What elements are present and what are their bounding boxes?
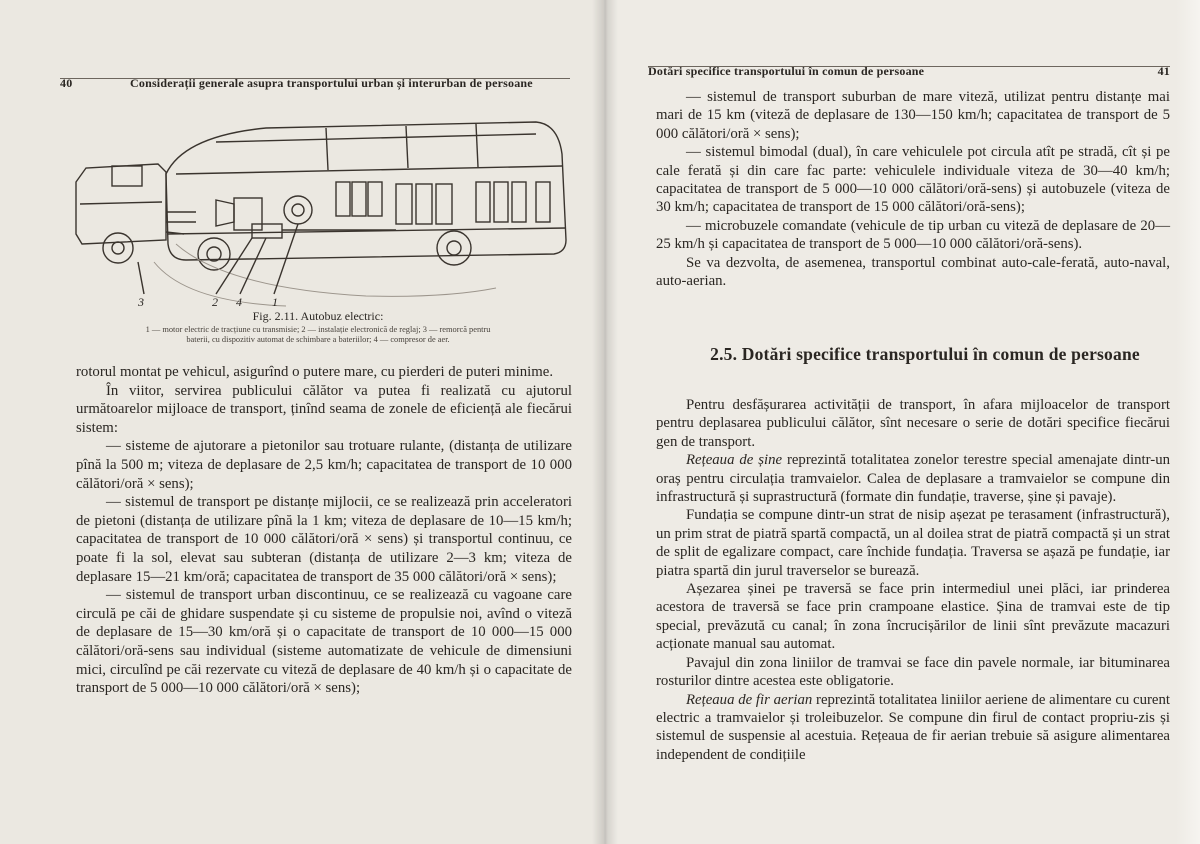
figure-legend-line-1: 1 — motor electric de tracțiune cu transmisie; 2 — instalație electronică de reglaj; 3 — remorcă pentru <box>145 325 491 334</box>
figure-label-4: 4 <box>236 295 242 308</box>
right-page <box>604 0 1200 844</box>
paragraph: — sistemul de transport urban discontinuu, ce se realizează cu vagoane care circulă pe căi de ghidare suspendate și cu sisteme de propulsie noi, avînd o viteză de deplasare de 15—30 km/oră și o capacitate de transport de 10 000—15 000 călători/oră-sens sau individual (sisteme automatizate de vehicule de dimensiuni mici, circulînd pe căi rezervate cu viteză de deplasare de 40 km/h și o capacitate de transport de 5 000—10 000 călători/oră × sens); <box>76 587 572 697</box>
figure-legend-line-2: baterii, cu dispozitiv automat de schimbare a bateriilor; 4 — compresor de aer. <box>186 335 450 344</box>
page-edge-shadow <box>1176 0 1200 844</box>
paragraph: — sistemul bimodal (dual), în care vehiculele pot circula atît pe stradă, cît și pe cale ferată și din care fac parte: vehiculele individuale viteza de 30—40 km/h; capacitatea de transport de 5 000—10 000 călători/oră-sens) și autobuzele (viteza de 30 km/h; capacitatea de transport de 15 000 călători/oră-sens); <box>656 144 1170 216</box>
paragraph: — sisteme de ajutorare a pietonilor sau trotuare rulante, (distanța de utilizare pînă la 500 m; viteza de deplasare de 2,5 km/h; capacitatea de transport de 10 000 călători/oră × sens); <box>76 438 572 492</box>
right-running-head <box>648 64 1170 78</box>
right-header-text: Dotări specifice transportului în comun de persoane <box>648 64 925 78</box>
paragraph: — microbuzele comandate (vehicule de tip urban cu viteză de deplasare de 20—25 km/h și capacitatea de transport de 5 000—10 000 călători/oră-sens). <box>656 217 1170 253</box>
term-retea-fir-aerian: Rețeaua de fir aerian <box>686 691 813 708</box>
figure-label-3: 3 <box>138 295 144 308</box>
paragraph: Pentru desfășurarea activității de transport, în afara mijloacelor de transport pentru deplasarea publicului călător, sînt necesare o serie de dotări specifice fiecărui gen de transport. <box>656 397 1170 450</box>
paragraph-text: reprezintă totalitatea liniilor aeriene de alimentare cu curent electric a tramvaielor și troleibuzelor. Se compune din firul de contact propriu-zis și sistemul de suspensie al acestuia. Rețeaua de fir aerian trebuie să asigure alimentarea independent de condițiile <box>656 691 1171 763</box>
left-body-text <box>76 363 572 698</box>
paragraph: Așezarea șinei pe traversă se face prin intermediul unei plăci, iar prinderea acestora de traversă se face prin crampoane elastice. Șina de tramvai este de tip special, prevăzută cu canal; în zona încrucișărilor de linii sînt prevăzute macazuri acționate manual sau automat. <box>656 581 1170 653</box>
paragraph <box>656 451 1170 506</box>
bus-illustration <box>66 112 570 308</box>
left-header-text: Considerații generale asupra transportului urban și interurban de persoane <box>130 76 533 90</box>
paragraph: Pavajul din zona liniilor de tramvai se face din pavele normale, iar bituminarea rosturilor dintre acestea este obligatorie. <box>656 654 1170 690</box>
book-gutter <box>592 0 618 844</box>
paragraph: — sistemul de transport pe distanțe mijlocii, ce se realizează prin acceleratori de pietoni (distanța de utilizare pînă la 1 km; viteza de deplasare de 10—15 km/h; capacitatea de transport de 10 000 călători/oră × sens) și transportul continuu, ce poate fi la sol, elevat sau subteran (distanța de utilizare 2—3 km; viteza de deplasare 15—21 km/oră; capacitatea de transport de 35 000 călători/oră × sens); <box>76 494 572 585</box>
right-body-text-top <box>656 88 1170 290</box>
figure-label-1: 1 <box>272 295 278 308</box>
paragraph <box>656 691 1170 765</box>
figure-caption: Fig. 2.11. Autobuz electric: <box>252 309 384 323</box>
section-heading: 2.5. Dotări specifice transportului în comun de persoane <box>710 344 1140 364</box>
electric-bus-drawing <box>66 112 570 308</box>
right-page-number: 41 <box>1157 64 1170 78</box>
left-running-head <box>60 76 570 90</box>
left-page-number: 40 <box>60 76 73 90</box>
term-retea-sine: Rețeaua de șine <box>686 452 783 469</box>
right-body-text-bottom <box>656 396 1170 764</box>
figure-legend <box>62 325 574 345</box>
paragraph: Fundația se compune dintr-un strat de nisip așezat pe terasament (infrastructură), un prim strat de piatră spartă compactă, un al doilea strat de piatră compactă și un strat de split de egalizare compact, care închide fundația. Traversa se așază pe fundație, iar piatra spartă din jurul traverselor se burează. <box>656 507 1170 579</box>
figure-label-2: 2 <box>212 295 218 308</box>
paragraph: Se va dezvolta, de asemenea, transportul combinat auto-cale-ferată, auto-naval, auto-aerian. <box>656 254 1170 290</box>
paragraph: — sistemul de transport suburban de mare viteză, utilizat pentru distanțe mai mari de 15 km (viteză de deplasare de 130—150 km/h; capacitatea de transport de 5 000 călători/oră × sens); <box>656 89 1170 142</box>
paragraph: rotorul montat pe vehicul, asigurînd o putere mare, cu pierderi de puteri minime. <box>76 364 554 380</box>
paragraph: În viitor, servirea publicului călător va putea fi realizată cu ajutorul următoarelor mijloace de transport, ținînd seama de zonele de eficiență ale fiecărui sistem: <box>76 382 572 436</box>
paragraph-text: reprezintă totalitatea zonelor terestre special amenajate dintr-un oraș pentru circulația tramvaielor. Calea de deplasare a tramvaielor se compune din infrastructură și suprastructură (formate din fundație, traverse, șine și pavaje). <box>656 452 1171 506</box>
